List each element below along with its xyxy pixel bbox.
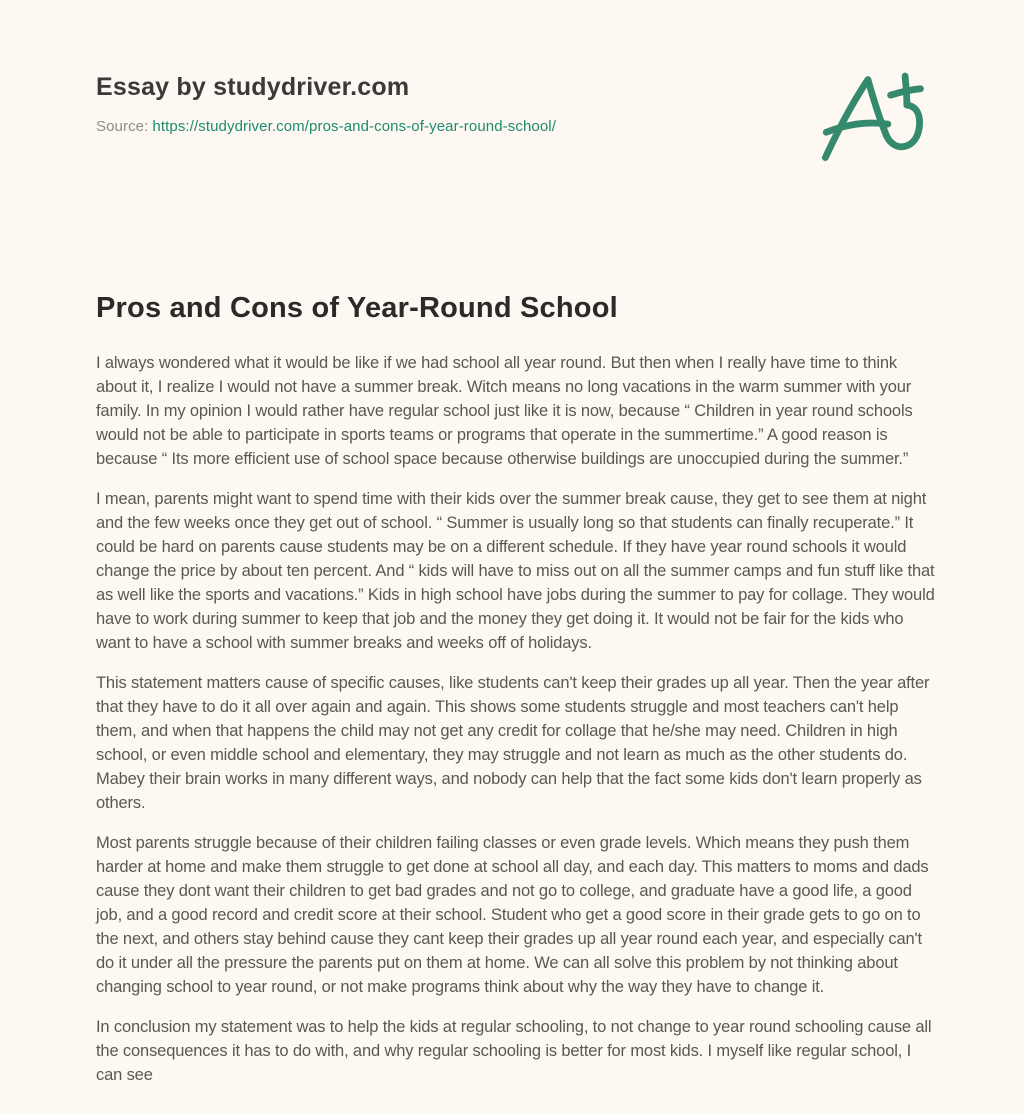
essay-content xyxy=(96,292,939,1087)
page-header xyxy=(0,0,1024,178)
site-header-title: Essay by studydriver.com xyxy=(96,73,410,101)
source-link[interactable]: https://studydriver.com/pros-and-cons-of-year-round-school/ xyxy=(152,118,556,135)
essay-paragraph-3: This statement matters cause of specific causes, like students can't keep their grades up all year. Then the year after that they have to do it all over again and again. This shows some students struggle and most teachers can't help them, and when that happens the child may not get any credit for collage that he/she may need. Children in high school, or even middle school and elementary, they may struggle and not learn as much as the other students do. Mabey their brain works in many different ways, and nobody can help that the fact some kids don't learn properly as others. xyxy=(96,674,930,812)
essay-paragraph-4: Most parents struggle because of their children failing classes or even grade levels. Which means they push them harder at home and make them struggle to get done at school all day, and each day. This matters to moms and dads cause they dont want their children to get bad grades and not go to college, and graduate have a good life, a good job, and a good record and credit score at their school. Student who get a good score in their grade gets to go on to the next, and others stay behind cause they cant keep their grades up all year round each year, and especially can't do it under all the pressure the parents put on them at home. We can all solve this problem by not thinking about changing school to year round, or not make programs think about why the way they have to change it. xyxy=(96,834,929,996)
essay-body xyxy=(96,351,939,1087)
source-label: Source: xyxy=(96,118,149,135)
essay-paragraph-2: I mean, parents might want to spend time with their kids over the summer break cause, they get to see them at night and the few weeks once they get out of school. “ Summer is usually long so that students can finally recuperate.” It could be hard on parents cause students may be on a different schedule. If they have year round schools it would change the price by about ten percent. And “ kids will have to miss out on all the summer camps and fun stuff like that as well like the sports and vacations.” Kids in high school have jobs during the summer to pay for collage. They would have to work during summer to keep that job and the money they get doing it. It would not be fair for the kids who want to have a school with summer breaks and weeks off of holidays. xyxy=(96,490,935,652)
source-line xyxy=(96,118,556,135)
a-plus-logo-icon xyxy=(818,67,936,178)
essay-paragraph-5: In conclusion my statement was to help the kids at regular schooling, to not change to year round schooling cause all the consequences it has to do with, and why regular schooling is better for most kids. I myself like regular school, I can see xyxy=(96,1018,932,1084)
essay-title: Pros and Cons of Year-Round School xyxy=(96,292,618,324)
essay-paragraph-1: I always wondered what it would be like if we had school all year round. But then when I really have time to think about it, I realize I would not have a summer break. Witch means no long vacations in the warm summer with your family. In my opinion I would rather have regular school just like it is now, because “ Children in year round schools would not be able to participate in sports teams or programs that operate in the summertime.” A good reason is because “ Its more efficient use of school space because otherwise buildings are unoccupied during the summer.” xyxy=(96,354,913,468)
header-text-block xyxy=(96,73,556,135)
